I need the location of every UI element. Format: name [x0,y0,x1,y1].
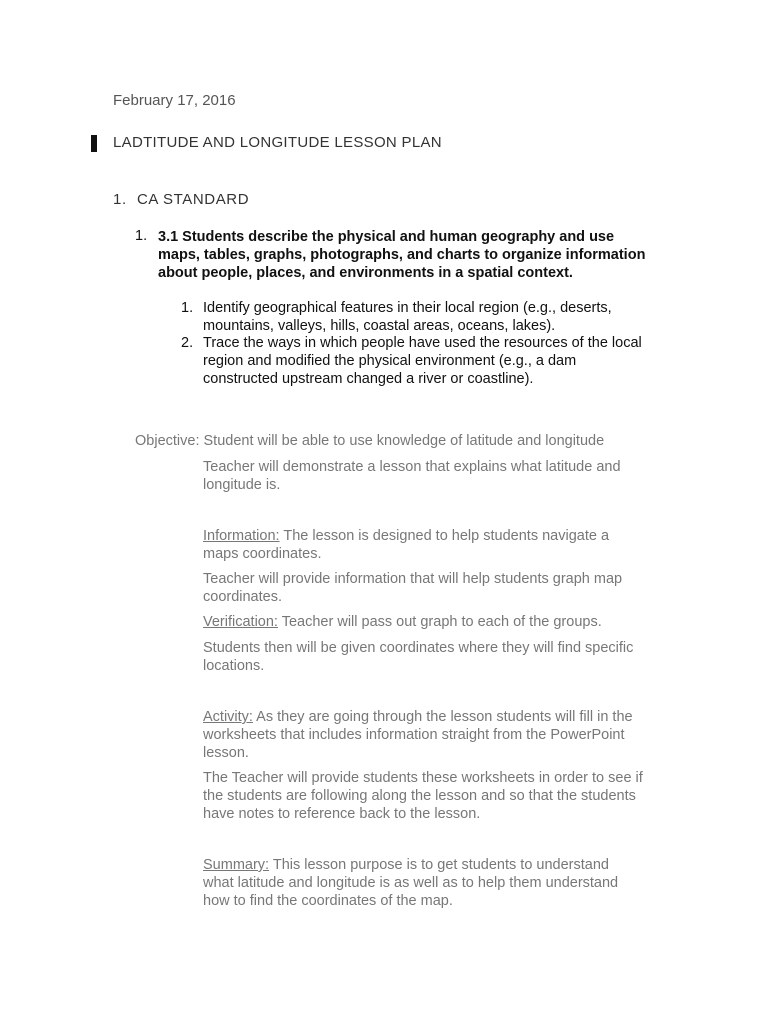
subitem-text: Trace the ways in which people have used the resources of the local region and modified the physical environment (e.g., a dam constructed upstream changed a river or coastline). [203,335,642,387]
information-paragraph [203,527,643,563]
activity-paragraph [203,708,663,762]
information-detail: Teacher will provide information that will help students graph map coordinates. [203,571,623,605]
verification-label: Verification: [203,614,278,630]
objective-text: Objective: Student will be able to use knowledge of latitude and longitude [135,433,605,449]
activity-text: As they are going through the lesson students will fill in the worksheets that includes information straight from the PowerPoint lesson. [203,709,633,761]
section-number: 1. [113,191,127,208]
information-label: Information: [203,528,280,544]
activity-label: Activity: [203,709,253,725]
activity-detail: The Teacher will provide students these worksheets in order to see if the students are following along the lesson and so that the students have notes to reference back to the lesson. [203,770,643,822]
standard-subitem [181,334,651,388]
verification-detail: Students then will be given coordinates where they will find specific locations. [203,640,634,674]
objective-detail: Teacher will demonstrate a lesson that explains what latitude and longitude is. [203,459,621,493]
standard-number: 1. [135,228,148,244]
verification-text: Teacher will pass out graph to each of the groups. [277,614,602,630]
summary-label: Summary: [203,857,270,873]
verification-paragraph [203,613,653,631]
document-title: LADTITUDE AND LONGITUDE LESSON PLAN [113,134,442,151]
section-heading: CA STANDARD [137,191,250,208]
subitem-number: 2. [181,335,194,351]
information-text: The lesson is designed to help students navigate a maps coordinates. [203,528,610,562]
summary-text: This lesson purpose is to get students to understand what latitude and longitude is as well as to help them understand how to find the coordinates of the map. [203,857,619,909]
heading-marker [91,135,97,152]
standard-text: 3.1 Students describe the physical and human geography and use maps, tables, graphs, photographs, and charts to organize information about people, places, and environments in a spatial context. [158,229,646,281]
summary-paragraph [203,856,643,910]
document-date: February 17, 2016 [113,92,236,109]
standard-subitem [181,299,651,335]
subitem-text: Identify geographical features in their local region (e.g., deserts, mountains, valleys, hills, coastal areas, oceans, lakes). [203,300,612,334]
subitem-number: 1. [181,300,194,316]
